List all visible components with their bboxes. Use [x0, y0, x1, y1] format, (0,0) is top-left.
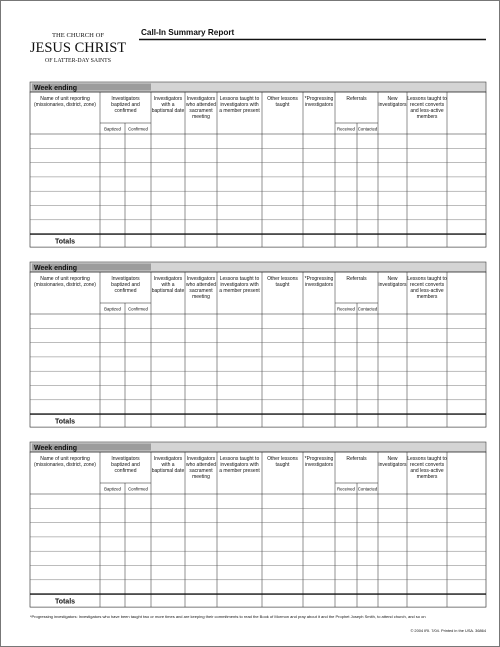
column-header-text: investigators — [378, 462, 407, 468]
column-header-text: New — [387, 276, 398, 282]
footnote: *Progressing investigators: Investigators who have been taught two or more times and are keeping their commitments to read the Book of Mormon and pray about it and the Prophet Joseph Smith, to attend church, and so on — [30, 614, 426, 619]
column-header-text: Referrals — [346, 276, 367, 282]
sub-column-label: Contacted — [357, 486, 378, 492]
totals-label: Totals — [54, 598, 76, 606]
column-header-text: Lessons taught to — [407, 456, 447, 462]
sub-column-label: Baptized — [104, 486, 121, 492]
column-header-text: investigators — [304, 282, 334, 288]
column-header-text: meeting — [192, 294, 210, 300]
column-header-text: sacrament — [189, 108, 213, 114]
column-header-text: a member present — [219, 468, 260, 474]
column-header-text: a member present — [219, 108, 260, 114]
column-header-text: New — [387, 456, 398, 462]
column-header-text: Lessons taught to — [407, 96, 447, 102]
column-header-text: confirmed — [114, 468, 137, 474]
column-header-text: Investigators — [111, 456, 140, 462]
column-header-text: (missionaries, district, zone) — [34, 102, 96, 108]
column-header-text: *Progressing — [304, 456, 334, 462]
column-header-text: Investigators — [111, 276, 140, 282]
column-header-text: (missionaries, district, zone) — [34, 462, 96, 468]
logo-line-3: OF LATTER-DAY SAINTS — [45, 58, 111, 64]
form-header — [30, 28, 486, 64]
column-header-text: baptismal date — [151, 108, 185, 114]
form-title: Call-In Summary Report — [141, 28, 235, 37]
totals-label: Totals — [54, 418, 76, 426]
column-header-text: Investigators — [153, 96, 183, 102]
column-header-text: Name of unit reporting — [40, 96, 90, 102]
column-header-text: baptismal date — [151, 288, 185, 294]
week-ending-label: Week ending — [34, 444, 78, 452]
column-header-text: Investigators — [153, 276, 183, 282]
copyright: © 2004 IRI. 7/04. Printed in the USA. 36864 — [410, 628, 486, 633]
column-header-text: and less-active — [410, 288, 444, 294]
logo-line-2: JESUS CHRIST — [29, 40, 127, 56]
column-header-text: sacrament — [189, 468, 213, 474]
column-header-text: confirmed — [114, 288, 137, 294]
sub-column-label: Confirmed — [128, 486, 148, 492]
column-header-text: investigators with — [220, 282, 259, 288]
week-ending-label: Week ending — [34, 264, 78, 272]
sub-column-label: Baptized — [104, 126, 121, 132]
sub-column-label: Confirmed — [128, 126, 148, 132]
column-header-text: baptismal date — [151, 468, 185, 474]
column-header-text: investigators — [304, 462, 334, 468]
column-header-text: recent converts — [409, 102, 445, 108]
column-header-text: members — [416, 114, 438, 120]
column-header-text: Other lessons — [267, 276, 298, 282]
column-header-text: baptized and — [111, 462, 140, 468]
column-header-text: Referrals — [346, 456, 367, 462]
column-header-text: baptized and — [111, 102, 140, 108]
column-header-text: Name of unit reporting — [40, 276, 90, 282]
column-header-text: Other lessons — [267, 96, 298, 102]
sub-column-label: Contacted — [357, 126, 378, 132]
column-header-text: Name of unit reporting — [40, 456, 90, 462]
column-header-text: recent converts — [409, 282, 445, 288]
column-header-text: Investigators — [186, 456, 216, 462]
column-header-text: investigators with — [220, 462, 259, 468]
column-header-text: investigators — [378, 102, 407, 108]
sub-column-label: Confirmed — [128, 306, 148, 312]
week-section-1 — [30, 82, 486, 247]
column-header-text: and less-active — [410, 468, 444, 474]
sub-column-label: Baptized — [104, 306, 121, 312]
column-header-text: recent converts — [409, 462, 445, 468]
column-header-text: investigators — [378, 282, 407, 288]
column-header-text: members — [416, 474, 438, 480]
column-header-text: taught — [275, 102, 290, 108]
column-header-text: Investigators — [186, 96, 216, 102]
column-header-text: Lessons taught to — [219, 96, 260, 102]
column-header-text: Referrals — [346, 96, 367, 102]
form-footer — [30, 614, 487, 633]
sub-column-label: Contacted — [357, 306, 378, 312]
column-header-text: Investigators — [111, 96, 140, 102]
column-header-text: sacrament — [189, 288, 213, 294]
column-header-text: a member present — [219, 288, 260, 294]
column-header-text: *Progressing — [304, 276, 334, 282]
column-header-text: meeting — [192, 474, 210, 480]
column-header-text: members — [416, 294, 438, 300]
sub-column-label: Received — [337, 306, 355, 312]
week-ending-label: Week ending — [34, 84, 78, 92]
column-header-text: with a — [161, 282, 175, 288]
column-header-text: Lessons taught to — [219, 276, 260, 282]
column-header-text: New — [387, 96, 398, 102]
column-header-text: who attended — [185, 282, 217, 288]
column-header-text: Lessons taught to — [407, 276, 447, 282]
column-header-text: (missionaries, district, zone) — [34, 282, 96, 288]
week-section-3 — [30, 442, 486, 607]
week-section-2 — [30, 262, 486, 427]
column-header-text: investigators — [304, 102, 334, 108]
column-header-text: with a — [161, 102, 175, 108]
column-header-text: *Progressing — [304, 96, 334, 102]
column-header-text: Lessons taught to — [219, 456, 260, 462]
sub-column-label: Received — [337, 486, 355, 492]
column-header-text: investigators with — [220, 102, 259, 108]
column-header-text: and less-active — [410, 108, 444, 114]
logo-line-1: THE CHURCH OF — [51, 32, 105, 39]
column-header-text: Investigators — [186, 276, 216, 282]
column-header-text: taught — [275, 282, 290, 288]
column-header-text: who attended — [185, 102, 217, 108]
sub-column-label: Received — [337, 126, 355, 132]
column-header-text: Investigators — [153, 456, 183, 462]
column-header-text: Other lessons — [267, 456, 298, 462]
column-header-text: with a — [161, 462, 175, 468]
column-header-text: meeting — [192, 114, 210, 120]
column-header-text: who attended — [185, 462, 217, 468]
column-header-text: baptized and — [111, 282, 140, 288]
column-header-text: taught — [275, 462, 290, 468]
column-header-text: confirmed — [114, 108, 137, 114]
totals-label: Totals — [54, 238, 76, 246]
